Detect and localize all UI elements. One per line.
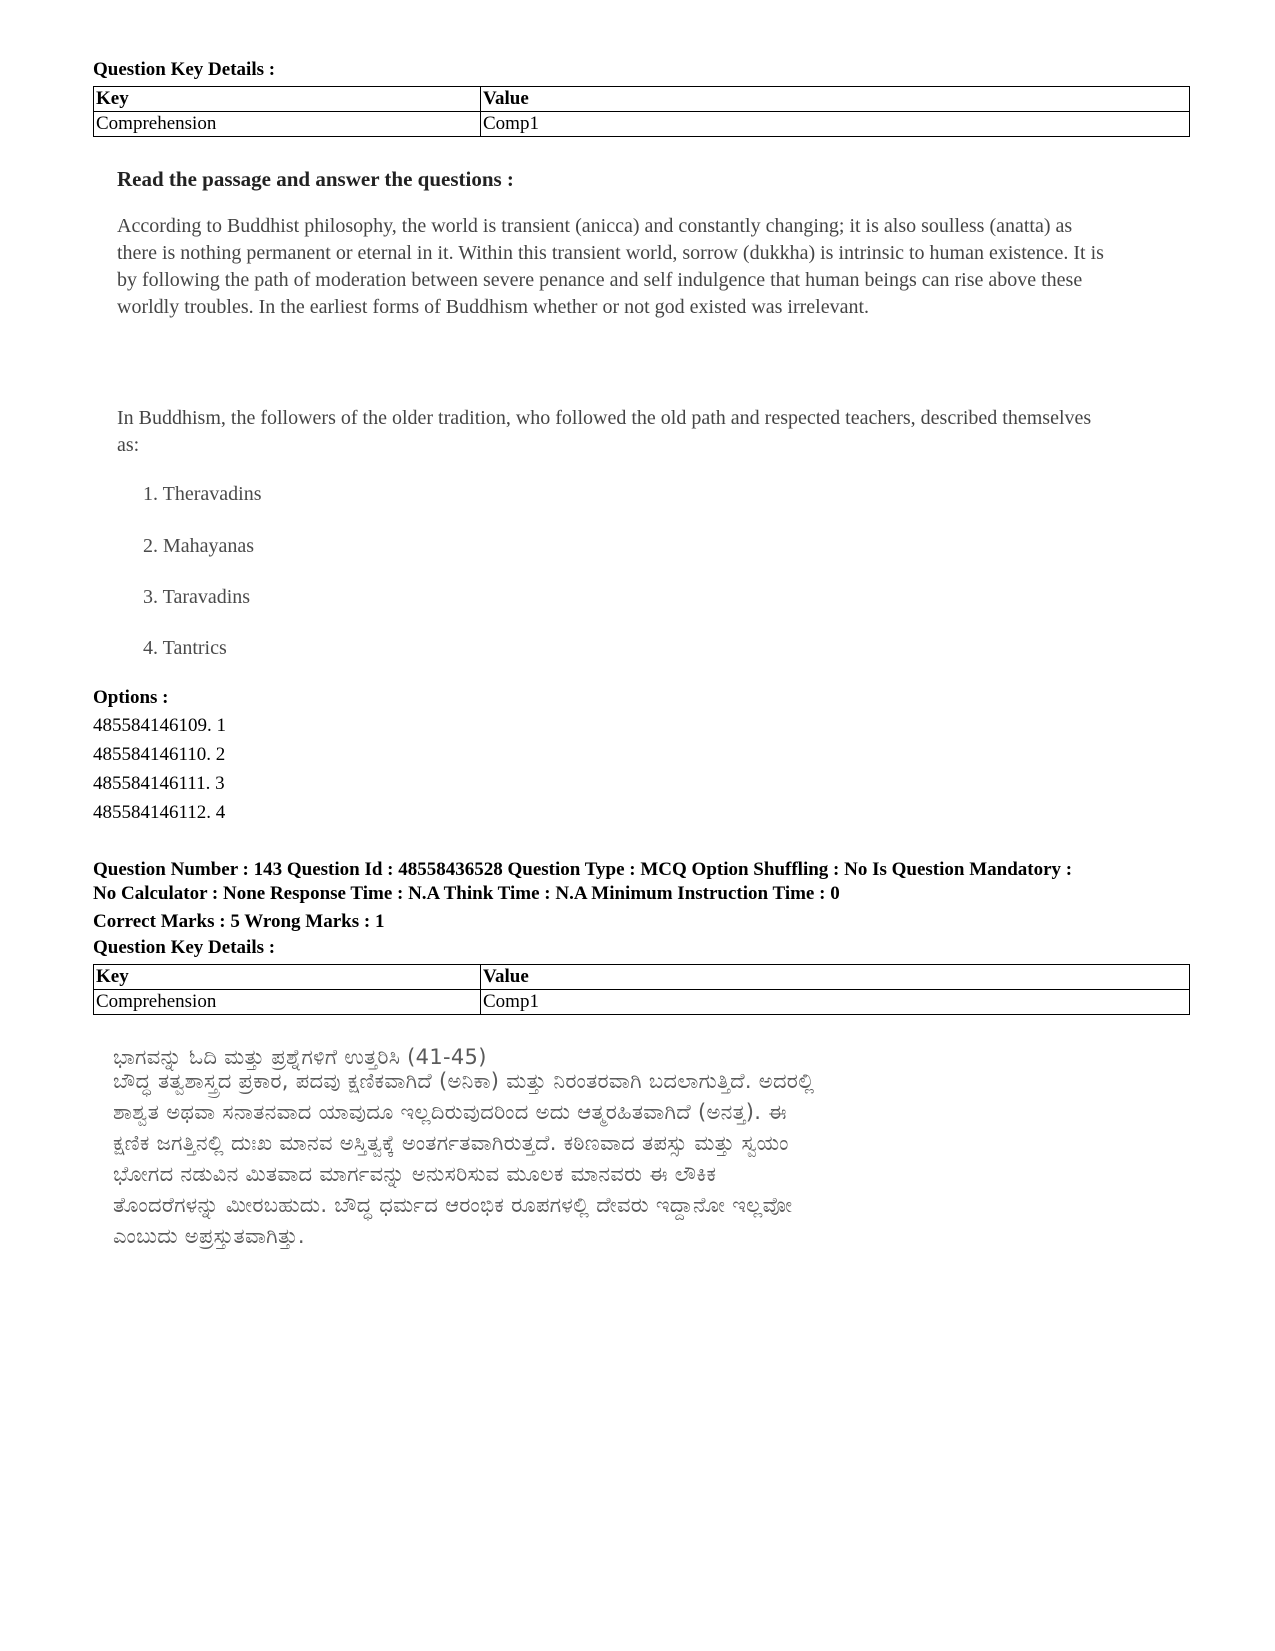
cell-value: Comp1 (481, 112, 1190, 137)
key-details-table-1 (93, 86, 1190, 137)
choice-4: 4. Tantrics (143, 637, 227, 659)
table-header-row (94, 965, 1190, 990)
header-key: Key (94, 87, 481, 112)
table-row (94, 990, 1190, 1015)
kannada-line: ಭೋಗದ ನಡುವಿನ ಮಿತವಾದ ಮಾರ್ಗವನ್ನು ಅನುಸರಿಸುವ ಮೂಲಕ ಮಾನವರು ಈ ಲೌಕಿಕ (113, 1162, 717, 1186)
option-item: 485584146110. 2 (93, 744, 226, 765)
choice-2: 2. Mahayanas (143, 535, 255, 557)
key-details-table-2 (93, 964, 1190, 1015)
cell-value: Comp1 (481, 990, 1190, 1015)
question-meta (93, 858, 1190, 934)
kannada-passage-image (113, 1045, 1173, 1255)
option-item: 485584146111. 3 (93, 773, 225, 794)
option-item: 485584146112. 4 (93, 802, 226, 823)
kannada-line: ಕ್ಷಣಿಕ ಜಗತ್ತಿನಲ್ಲಿ ದುಃಖ ಮಾನವ ಅಸ್ತಿತ್ವಕ್ಕೆ ಅಂತರ್ಗತವಾಗಿರುತ್ತದೆ. ಕಠಿಣವಾದ ತಪಸ್ಸು ಮತ್ತು ಸ್ವಯಂ (113, 1131, 789, 1155)
options-label: Options : (93, 687, 169, 708)
passage-title: Read the passage and answer the questions : (117, 167, 514, 191)
question-stem: In Buddhism, the followers of the older tradition, who followed the old path and respected teachers, described themselves as: (117, 407, 1092, 456)
option-item: 485584146109. 1 (93, 715, 226, 736)
marks-line: Correct Marks : 5 Wrong Marks : 1 (93, 911, 385, 932)
kannada-line: ಭಾಗವನ್ನು ಓದಿ ಮತ್ತು ಪ್ರಶ್ನೆಗಳಿಗೆ ಉತ್ತರಿಸಿ (41-45) (113, 1045, 487, 1069)
question-key-details-label-1: Question Key Details : (93, 59, 276, 80)
question-key-details-label-2: Question Key Details : (93, 937, 276, 958)
cell-key: Comprehension (94, 112, 481, 137)
question-meta-line1: Question Number : 143 Question Id : 48558436528 Question Type : MCQ Option Shuffling : No Is Question Mandatory : (93, 859, 1073, 880)
choice-1: 1. Theravadins (143, 483, 262, 505)
passage-body: According to Buddhist philosophy, the world is transient (anicca) and constantly changing; it is also soulless (anatta) as there is nothing permanent or eternal in it. Within this transient world, sorrow (dukkha) is intrinsic to human existence. It is by following the path of moderation between severe penance and self indulgence that human beings can rise above these worldly troubles. In the earliest forms of Buddhism whether or not god existed was irrelevant. (117, 215, 1104, 318)
kannada-line: ಶಾಶ್ವತ ಅಥವಾ ಸನಾತನವಾದ ಯಾವುದೂ ಇಲ್ಲದಿರುವುದರಿಂದ ಅದು ಆತ್ಮರಹಿತವಾಗಿದೆ (ಅನತ್ತ). ಈ (113, 1100, 787, 1124)
kannada-line: ಎಂಬುದು ಅಪ್ರಸ್ತುತವಾಗಿತ್ತು. (113, 1224, 305, 1248)
options-list (93, 711, 226, 827)
cell-key: Comprehension (94, 990, 481, 1015)
header-value: Value (481, 965, 1190, 990)
table-header-row (94, 87, 1190, 112)
kannada-line: ಬೌದ್ಧ ತತ್ವಶಾಸ್ತ್ರದ ಪ್ರಕಾರ, ಪದವು ಕ್ಷಣಿಕವಾಗಿದೆ (ಅನಿಕಾ) ಮತ್ತು ನಿರಂತರವಾಗಿ ಬದಲಾಗುತ್ತಿದೆ. ಅದರಲ್ಲಿ (113, 1069, 815, 1093)
header-key: Key (94, 965, 481, 990)
choice-3: 3. Taravadins (143, 586, 251, 608)
header-value: Value (481, 87, 1190, 112)
kannada-line: ತೊಂದರೆಗಳನ್ನು ಮೀರಬಹುದು. ಬೌದ್ಧ ಧರ್ಮದ ಆರಂಭಿಕ ರೂಪಗಳಲ್ಲಿ ದೇವರು ಇದ್ದಾನೋ ಇಲ್ಲವೋ (113, 1193, 793, 1217)
passage-image (93, 165, 1190, 665)
table-row (94, 112, 1190, 137)
question-meta-line2: No Calculator : None Response Time : N.A Think Time : N.A Minimum Instruction Time : 0 (93, 883, 840, 904)
